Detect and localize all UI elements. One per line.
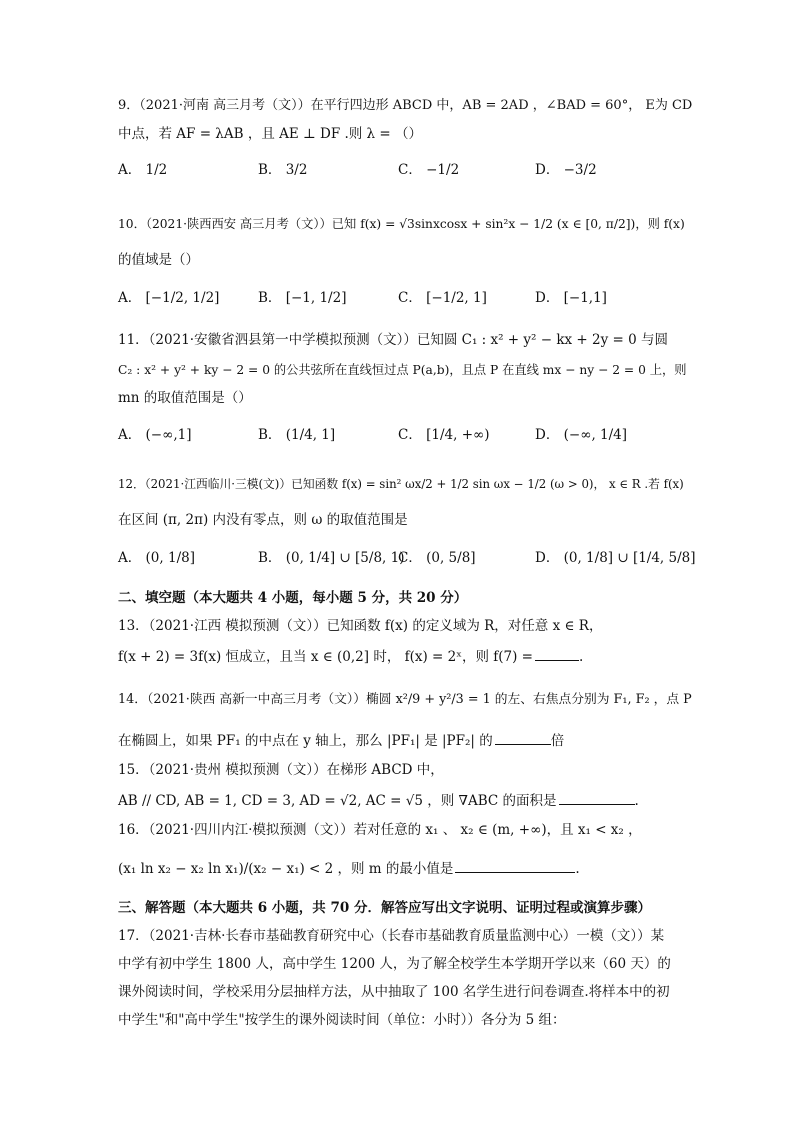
q9-option-b: B． 3/2 xyxy=(258,162,308,178)
q10-option-d: D． [−1,1] xyxy=(535,290,607,306)
q15-text: AB // CD, AB = 1, CD = 3, AD = √2, AC = √5 ，则 ∇ABC 的面积是 xyxy=(118,793,557,809)
q16-line1: 16．（2021·四川内江·模拟预测（文））若对任意的 x₁ 、 x₂ ∈ (m, +∞)，且 x₁ < x₂ ， xyxy=(118,822,642,838)
q9-line1: 9．（2021·河南 高三月考（文））在平行四边形 ABCD 中，AB = 2AD ，∠BAD = 60°， E为 CD xyxy=(118,98,693,113)
q17-line4: 中学生"和"高中学生"按学生的课外阅读时间（单位：小时））各分为 5 组： xyxy=(118,1012,566,1028)
q10-option-a: A． [−1/2, 1/2] xyxy=(118,290,220,306)
q12-option-d: D． (0, 1/8] ∪ [1/4, 5/8] xyxy=(535,550,696,566)
section-solution-heading: 三、解答题（本大题共 6 小题，共 70 分．解答应写出文字说明、证明过程或演算步骤） xyxy=(118,900,651,916)
q16-line2 xyxy=(118,858,580,879)
q16-tail: . xyxy=(575,861,580,877)
q13-tail: . xyxy=(578,649,584,665)
q12-line2: 在区间 (π, 2π) 内没有零点，则 ω 的取值范围是 xyxy=(118,512,408,528)
q9-option-a: A． 1/2 xyxy=(118,162,168,178)
q12-option-c: C． (0, 5/8] xyxy=(398,550,476,566)
q11-option-b: B． (1/4, 1] xyxy=(258,427,336,443)
q12-line1: 12．（2021·江西临川·三模(文)）已知函数 f(x) = sin² ωx/2 + 1/2 sin ωx − 1/2 (ω > 0)， x ∈ R .若 f(x) xyxy=(118,477,684,491)
q9-option-d: D． −3/2 xyxy=(535,162,597,178)
q10-line2: 的值域是（） xyxy=(118,252,199,268)
q13-answer-blank xyxy=(535,646,579,661)
q14-line2 xyxy=(118,730,564,751)
q9-option-c: C． −1/2 xyxy=(398,162,460,178)
q9-line2: 中点，若 AF = λAB ，且 AE ⊥ DF .则 λ = （） xyxy=(118,126,423,142)
section-fill-in-heading: 二、填空题（本大题共 4 小题，每小题 5 分，共 20 分） xyxy=(118,590,468,606)
q10-option-b: B． [−1, 1/2] xyxy=(258,290,347,306)
q13-text: f(x + 2) = 3f(x) 恒成立，且当 x ∈ (0,2] 时， f(x) = 2ˣ，则 f(7) = xyxy=(118,649,533,665)
q14-answer-blank xyxy=(495,730,551,745)
q10-option-c: C． [−1/2, 1] xyxy=(398,290,487,306)
q16-answer-blank xyxy=(455,858,575,873)
q15-answer-blank xyxy=(559,790,635,805)
q15-line1: 15．（2021·贵州 模拟预测（文））在梯形 ABCD 中， xyxy=(118,762,444,778)
q12-option-a: A． (0, 1/8] xyxy=(118,550,195,566)
q14-line1: 14．（2021·陕西 高新一中高三月考（文））椭圆 x²/9 + y²/3 = 1 的左、右焦点分别为 F₁, F₂ ，点 P xyxy=(118,692,692,707)
q11-line2: C₂ : x² + y² + ky − 2 = 0 的公共弦所在直线恒过点 P(a,b)，且点 P 在直线 mx − ny − 2 = 0 上，则 xyxy=(118,363,687,377)
q13-line1: 13．（2021·江西 模拟预测（文））已知函数 f(x) 的定义域为 R，对任意 x ∈ R， xyxy=(118,618,603,634)
q15-tail: . xyxy=(634,793,639,809)
q17-line3: 课外阅读时间，学校采用分层抽样方法，从中抽取了 100 名学生进行问卷调查.将样本中的初 xyxy=(118,984,670,1000)
q11-line1: 11．（2021·安徽省泗县第一中学模拟预测（文））已知圆 C₁ : x² + y² − kx + 2y = 0 与圆 xyxy=(118,332,669,348)
q12-option-b: B． (0, 1/4] ∪ [5/8, 1) xyxy=(258,550,405,566)
q17-line2: 中学有初中学生 1800 人，高中学生 1200 人，为了解全校学生本学期开学以来（60 天）的 xyxy=(118,956,671,972)
q15-line2 xyxy=(118,790,639,811)
q16-text: (x₁ ln x₂ − x₂ ln x₁)/(x₂ − x₁) < 2 ，则 m 的最小值是 xyxy=(118,861,454,877)
q11-option-a: A． (−∞,1] xyxy=(118,427,192,443)
q17-line1: 17．（2021·吉林·长春市基础教育研究中心（长春市基础教育质量监测中心）一模（文））某 xyxy=(118,928,665,944)
q11-line3: mn 的取值范围是（） xyxy=(118,390,252,406)
q14-tail: 倍 xyxy=(550,733,565,749)
q11-option-c: C． [1/4, +∞) xyxy=(398,427,490,443)
q14-text: 在椭圆上，如果 PF₁ 的中点在 y 轴上，那么 |PF₁| 是 |PF₂| 的 xyxy=(118,733,493,749)
q10-line1: 10．（2021·陕西西安 高三月考（文））已知 f(x) = √3sinxcosx + sin²x − 1/2 (x ∈ [0, π/2])，则 f(x) xyxy=(118,217,685,231)
q11-option-d: D． (−∞, 1/4] xyxy=(535,427,628,443)
q13-line2 xyxy=(118,646,583,667)
